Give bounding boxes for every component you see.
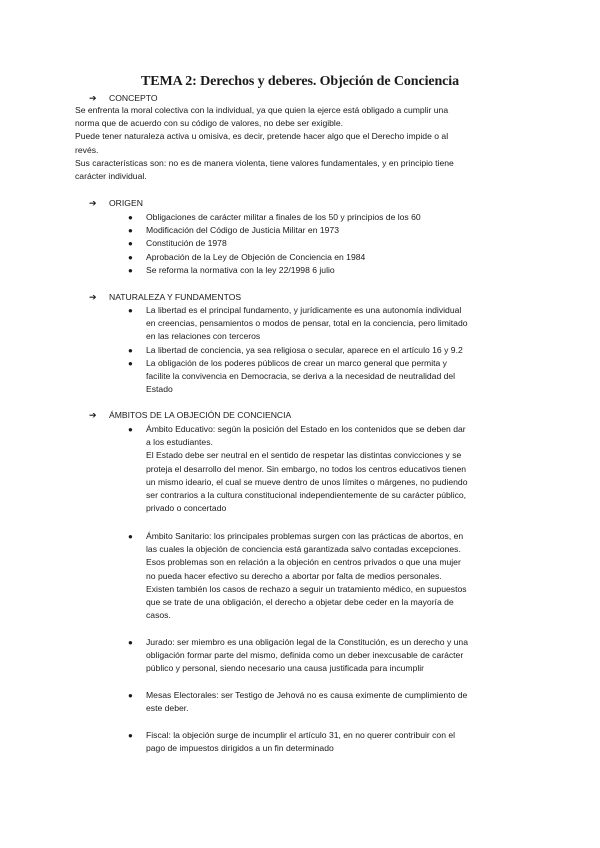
bullet-icon: ● [128, 638, 133, 647]
arrow-icon: ➔ [89, 292, 97, 302]
list-item: ● La libertad es el principal fundamento, y jurídicamente es una autonomía individual en creencias, pensamientos o modos de pensar, total en la conciencia, pero limitado en las relaciones con terceros [128, 305, 468, 342]
text-line: norma que de acuerdo con su código de valores, no debe ser exigible. [75, 118, 344, 129]
list-item: ● Modificación del Código de Justicia Militar en 1973 [128, 224, 528, 237]
list-item: ● Constitución de 1978 [128, 237, 528, 250]
list-item: ● La obligación de los poderes públicos de crear un marco general que permita y facilite la convivencia en Democracia, se deriva a la necesidad de neutralidad del Estado [128, 357, 456, 395]
bullet-icon: ● [128, 226, 133, 236]
bullet-icon: ● [128, 425, 133, 434]
ambito-item-educativo: ● Ámbito Educativo: según la posición del Estado en los contenidos que se deben dar a los estudiantes. El Estado debe ser neutral en el sentido de respetar las distintas convicciones y se proteja el desarrollo del menor. Sin embargo, no todos los centros educativos tienen un mismo ideario, el cual se mueve dentro de unos límites o márgenes, no pudiendo ser contrarios a la cultura constitucional independientemente de su carácter público, privado o concertado [128, 424, 468, 514]
section-heading-ambitos: ➔ ÁMBITOS DE LA OBJECIÓN DE CONCIENCIA [89, 409, 291, 422]
text-line: Se enfrenta la moral colectiva con la individual, ya que quien la ejerce está obligado a cumplir una [75, 105, 449, 115]
document-title: TEMA 2: Derechos y deberes. Objeción de Conciencia [140, 74, 459, 89]
bullet-icon: ● [128, 252, 133, 262]
arrow-icon: ➔ [89, 198, 97, 208]
bullet-icon: ● [128, 306, 133, 315]
bullet-icon: ● [128, 265, 133, 275]
section-heading-origen: ➔ ORIGEN [89, 197, 143, 210]
list-item: ● Obligaciones de carácter militar a finales de los 50 y principios de los 60 [128, 211, 528, 224]
bullet-icon: ● [128, 691, 133, 700]
text-line: Puede tener naturaleza activa u omisiva, es decir, pretende hacer algo que el Derecho impide o al [75, 131, 449, 142]
text-line: revés. [75, 144, 99, 155]
arrow-icon: ➔ [89, 410, 97, 420]
bullet-icon: ● [128, 532, 133, 541]
bullet-icon: ● [128, 358, 133, 368]
origen-list [128, 211, 528, 277]
arrow-icon: ➔ [89, 93, 97, 103]
text-line: carácter individual. [75, 171, 147, 182]
ambito-item-sanitario: ● Ámbito Sanitario: los principales problemas surgen con las prácticas de abortos, en las cuales la objeción de conciencia está garantizada salvo contadas excepciones. Esos problemas son en relación a la objeción en centros privados o que una mujer no pueda hacer efectivo su derecho a abortar por falta de medios personales. Existen también los casos de rechazo a seguir un tratamiento médico, en supuestos que se trate de una obligación, el derecho a objetar debe ceder en la mayoría de casos. [128, 531, 467, 621]
list-item: ● La libertad de conciencia, ya sea religiosa o secular, aparece en el artículo 16 y 9.2 [128, 344, 528, 357]
concepto-paragraph [75, 104, 525, 183]
bullet-icon: ● [128, 239, 133, 249]
text-line: Sus características son: no es de manera violenta, tiene valores fundamentales, y en principio tiene [75, 157, 454, 168]
bullet-icon: ● [128, 213, 133, 222]
list-item: ● Se reforma la normativa con la ley 22/1998 6 julio [128, 264, 528, 277]
naturaleza-list [128, 304, 528, 396]
bullet-icon: ● [128, 731, 133, 740]
ambito-item-jurado: ● Jurado: ser miembro es una obligación legal de la Constitución, es un derecho y una obligación formar parte del mismo, definida como un deber inexcusable de carácter público y personal, siendo necesario una causa justificada para incumplir [128, 637, 468, 674]
bullet-icon: ● [128, 345, 133, 355]
section-heading-concepto: ➔ CONCEPTO [89, 92, 158, 105]
ambito-item-fiscal: ● Fiscal: la objeción surge de incumplir el artículo 31, en no querer contribuir con el pago de impuestos dirigidos a un fin determinado [128, 730, 456, 754]
section-heading-naturaleza: ➔ NATURALEZA Y FUNDAMENTOS [89, 291, 241, 304]
ambito-item-mesas-electorales: ● Mesas Electorales: ser Testigo de Jehová no es causa eximente de cumplimiento de este deber. [128, 690, 468, 714]
list-item: ● Aprobación de la Ley de Objeción de Conciencia en 1984 [128, 251, 528, 264]
